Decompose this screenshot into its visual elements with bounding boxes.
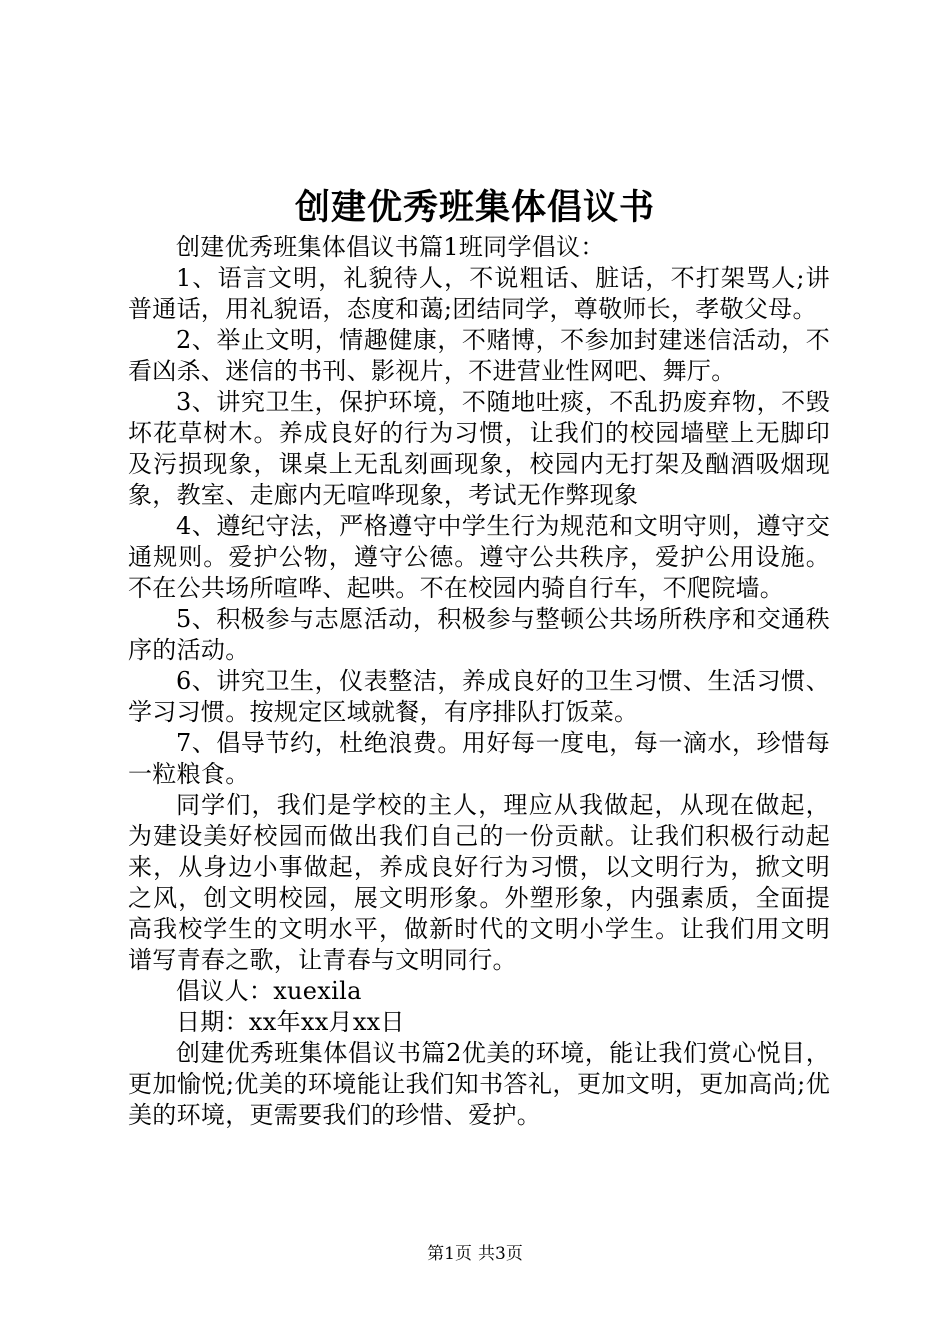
- document-body: [128, 232, 830, 1131]
- paragraph-item-7: 7、倡导节约，杜绝浪费。用好每一度电，每一滴水，珍惜每一粒粮食。: [128, 729, 830, 788]
- document-title: 创建优秀班集体倡议书: [294, 187, 655, 228]
- paragraph-item-3: 3、讲究卫生，保护环境，不随地吐痰，不乱扔废弃物，不毁坏花草树木。养成良好的行为习惯，让我们的校园墙壁上无脚印及污损现象，课桌上无乱刻画现象，校园内无打架及酗酒吸烟现象，教室、走廊内无喧哗现象，考试无作弊现象: [128, 388, 830, 509]
- paragraph-item-2: 2、举止文明，情趣健康，不赌博，不参加封建迷信活动，不看凶杀、迷信的书刊、影视片，不进营业性网吧、舞厅。: [128, 326, 830, 385]
- date-line: 日期：xx年xx月xx日: [176, 1008, 405, 1036]
- page-footer: [0, 1243, 950, 1265]
- paragraph-intro: 创建优秀班集体倡议书篇1班同学倡议：: [176, 233, 605, 261]
- page-number: 第1页: [427, 1244, 472, 1264]
- paragraph-appeal: 同学们，我们是学校的主人，理应从我做起，从现在做起，为建设美好校园而做出我们自己的一份贡献。让我们积极行动起来，从身边小事做起，养成良好行为习惯，以文明行为，掀文明之风，创文明校园，展文明形象。外塑形象，内强素质，全面提高我校学生的文明水平，做新时代的文明小学生。让我们用文明谱写青春之歌，让青春与文明同行。: [128, 791, 830, 974]
- paragraph-item-4: 4、遵纪守法，严格遵守中学生行为规范和文明守则，遵守交通规则。爱护公物，遵守公德。遵守公共秩序，爱护公用设施。不在公共场所喧哗、起哄。不在校园内骑自行车，不爬院墙。: [128, 512, 830, 602]
- page-total: 共3页: [478, 1244, 523, 1264]
- proposer-line: 倡议人：xuexila: [176, 977, 362, 1005]
- paragraph-item-6: 6、讲究卫生，仪表整洁，养成良好的卫生习惯、生活习惯、学习习惯。按规定区域就餐，有序排队打饭菜。: [128, 667, 830, 726]
- paragraph-item-1: 1、语言文明，礼貌待人，不说粗话、脏话，不打架骂人;讲普通话，用礼貌语，态度和蔼;团结同学，尊敬师长，孝敬父母。: [128, 264, 830, 323]
- paragraph-item-5: 5、积极参与志愿活动，积极参与整顿公共场所秩序和交通秩序的活动。: [128, 605, 830, 664]
- paragraph-part-2: 创建优秀班集体倡议书篇2优美的环境，能让我们赏心悦目，更加愉悦;优美的环境能让我们知书答礼，更加文明，更加高尚;优美的环境，更需要我们的珍惜、爱护。: [128, 1039, 830, 1129]
